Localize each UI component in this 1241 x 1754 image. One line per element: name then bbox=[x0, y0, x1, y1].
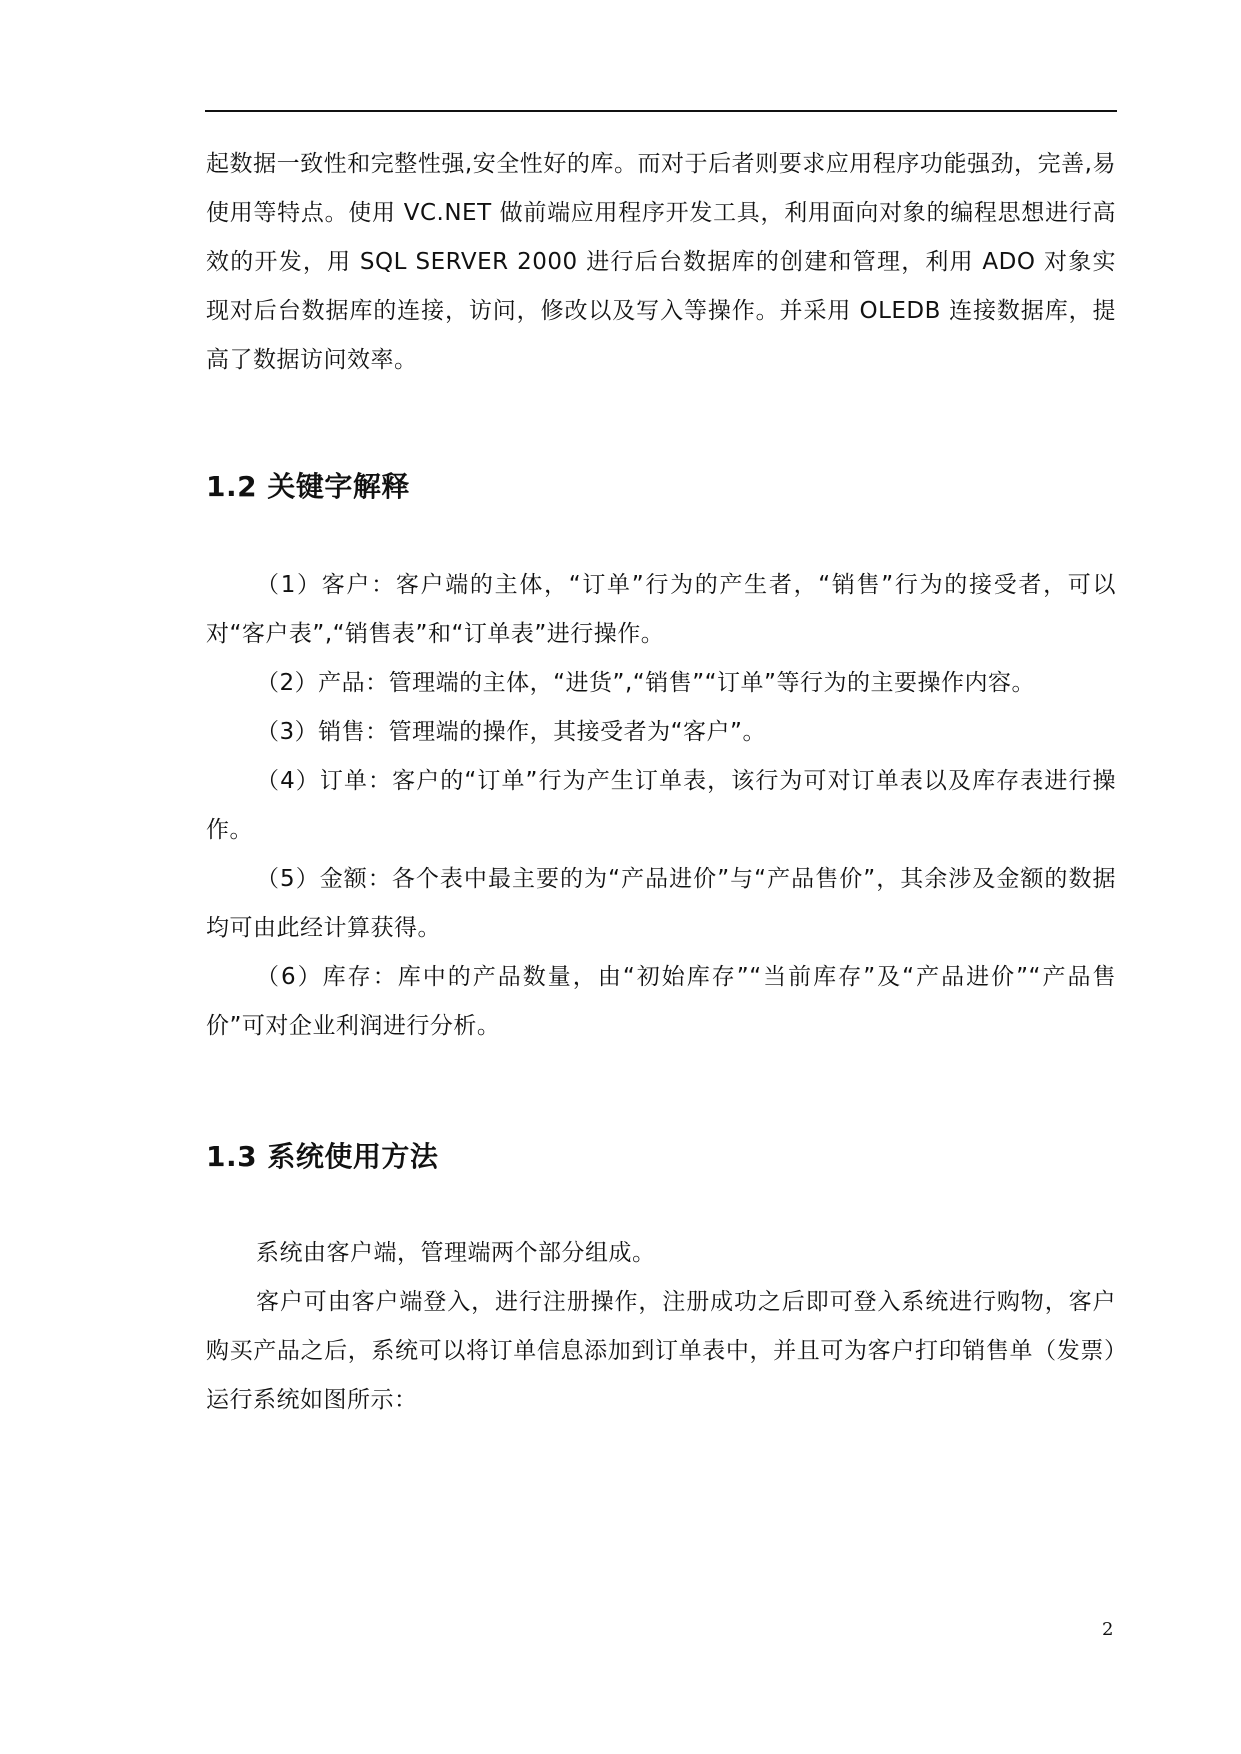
usage-paragraph: 系统由客户端，管理端两个部分组成。 bbox=[256, 1240, 656, 1266]
keyword-item-product: （2）产品：管理端的主体，“进货”,“销售”“订单”等行为的主要操作内容。 bbox=[256, 670, 1035, 696]
keyword-item-amount: （5）金额：各个表中最主要的为“产品进价”与“产品售价”，其余涉及金额的数据均可由此经计算获得。 bbox=[206, 866, 1116, 941]
keyword-item-inventory: （6）库存：库中的产品数量，由“初始库存”“当前库存”及“产品进价”“产品售价”可对企业利润进行分析。 bbox=[206, 964, 1116, 1039]
keyword-item-customer: （1）客户：客户端的主体，“订单”行为的产生者，“销售”行为的接受者，可以对“客户表”,“销售表”和“订单表”进行操作。 bbox=[206, 572, 1116, 647]
keyword-item-sales: （3）销售：管理端的操作，其接受者为“客户”。 bbox=[256, 719, 766, 745]
page-number: 2 bbox=[1102, 1619, 1114, 1640]
header-rule bbox=[205, 110, 1117, 112]
document-body bbox=[206, 140, 1116, 1425]
usage-paragraph: 客户可由客户端登入，进行注册操作，注册成功之后即可登入系统进行购物，客户购买产品之后，系统可以将订单信息添加到订单表中，并且可为客户打印销售单（发票）运行系统如图所示： bbox=[206, 1289, 1116, 1413]
section-heading-usage: 1.3 系统使用方法 bbox=[206, 1140, 439, 1173]
keyword-item-order: （4）订单：客户的“订单”行为产生订单表，该行为可对订单表以及库存表进行操作。 bbox=[206, 768, 1116, 843]
section-heading-keywords: 1.2 关键字解释 bbox=[206, 470, 410, 503]
intro-paragraph: 起数据一致性和完整性强,安全性好的库。而对于后者则要求应用程序功能强劲，完善,易使用等特点。使用 VC.NET 做前端应用程序开发工具，利用面向对象的编程思想进行高效的开发，用 SQL SERVER 2000 进行后台数据库的创建和管理，利用 ADO 对象实现对后台数据库的连接，访问，修改以及写入等操作。并采用 OLEDB 连接数据库，提高了数据访问效率。 bbox=[206, 151, 1116, 373]
